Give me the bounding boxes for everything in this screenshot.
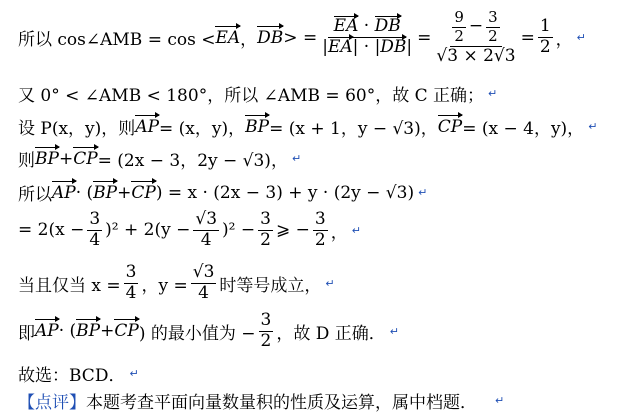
text: + xyxy=(100,321,115,342)
fraction-sqrt3-quarters xyxy=(193,211,219,250)
line-complete-square xyxy=(18,211,361,250)
return-mark-icon: ↵ xyxy=(129,367,139,380)
text: + xyxy=(58,148,74,169)
numerator: 3 xyxy=(260,209,271,229)
line-answer xyxy=(18,361,139,386)
text: 所以 cos∠AMB = cos < xyxy=(18,30,216,51)
denominator: 2 xyxy=(314,229,326,250)
text: 故选：BCD． xyxy=(18,366,126,386)
vector-bp: BP xyxy=(245,116,270,137)
fraction-three-quarters xyxy=(87,211,102,250)
return-mark-icon: ↵ xyxy=(576,31,586,45)
numerator: 3 xyxy=(488,8,498,26)
return-mark-icon: ↵ xyxy=(495,394,505,407)
return-mark-icon: ↵ xyxy=(588,120,598,133)
denominator: 4 xyxy=(125,282,137,303)
return-mark-icon: ↵ xyxy=(325,276,335,290)
return-mark-icon: ↵ xyxy=(389,324,399,338)
line-set-p xyxy=(18,114,597,139)
vector-bp: BP xyxy=(76,321,101,342)
denominator: 2 xyxy=(454,26,464,45)
vector-cp: CP xyxy=(131,182,156,203)
numerator: 3 xyxy=(89,209,101,229)
comment-tag: 【点评】 xyxy=(18,393,86,413)
denominator: 4 xyxy=(89,229,101,250)
comma: ， xyxy=(240,30,258,51)
vector-db: DB xyxy=(374,16,401,37)
line-minimum-value xyxy=(18,312,399,351)
text: )² − xyxy=(222,220,256,241)
text: 又 0° < ∠AMB < 180°，所以 ∠AMB = 60°，故 C 正确； xyxy=(18,86,485,106)
line-angle-range xyxy=(18,81,497,106)
text: ⩾ − xyxy=(275,220,310,241)
text: = (x，y)， xyxy=(159,119,246,139)
line-sum-bp-cp xyxy=(18,146,301,171)
text: = xyxy=(520,27,535,48)
numerator: 1 xyxy=(539,16,551,37)
vector-cp: CP xyxy=(437,116,463,137)
denominator: 4 xyxy=(200,229,212,250)
text: 所以 xyxy=(18,185,52,205)
numerator: √3 xyxy=(192,262,215,282)
text: ，y = xyxy=(141,275,188,296)
text: ， xyxy=(330,222,348,243)
line-dot-product xyxy=(18,180,427,205)
text: · ( xyxy=(58,321,77,342)
numerator: √3 xyxy=(195,209,218,229)
denominator: √3 × 2√3 xyxy=(436,45,516,66)
text: ) 的最小值为 − xyxy=(138,323,256,344)
text: = (2x − 3，2y − √3)， xyxy=(97,151,288,171)
vector-cp: CP xyxy=(114,321,139,342)
vector-ea: EA xyxy=(333,16,359,37)
text: 即 xyxy=(18,323,35,344)
fraction-three-halves xyxy=(259,312,274,351)
line-comment xyxy=(18,388,504,413)
vector-ap: AP xyxy=(135,116,160,137)
vector-ea: EA xyxy=(327,37,353,58)
text: = 2(x − xyxy=(18,220,85,241)
vector-cp: CP xyxy=(73,148,98,169)
text: 当且仅当 x = xyxy=(18,275,121,296)
vector-ap: AP xyxy=(35,321,59,342)
text: 设 P(x，y)，则 xyxy=(18,119,136,139)
fraction-nine-halves: $\frac{9}{2}$ − $\frac{3}{2}$ √3 × 2√3 xyxy=(436,8,516,66)
return-mark-icon: ↵ xyxy=(418,186,428,199)
line-equality-condition xyxy=(18,264,335,303)
vector-db: DB xyxy=(380,37,407,58)
return-mark-icon: ↵ xyxy=(488,87,498,100)
fraction-dot-over-norms: $\frac{EA \cdot DB}{|EA| \cdot |DB|}$ xyxy=(322,16,413,58)
text: ，故 D 正确． xyxy=(276,323,386,344)
numerator: 3 xyxy=(314,209,326,229)
denominator: 2 xyxy=(260,330,272,351)
fraction-one-half xyxy=(538,18,553,57)
vector-ea: EA xyxy=(215,27,241,48)
vector-bp: BP xyxy=(35,148,59,169)
text: = xyxy=(417,27,432,48)
denominator: 2 xyxy=(539,37,551,58)
text: 则 xyxy=(18,151,35,171)
numerator: 3 xyxy=(260,310,272,330)
fraction-sqrt3-quarters xyxy=(191,264,217,303)
text: > = xyxy=(283,27,318,48)
line-cos-angle xyxy=(18,10,586,65)
text: )² + 2(y − xyxy=(105,220,191,241)
fraction-three-halves xyxy=(313,211,328,250)
denominator: 2 xyxy=(488,26,498,45)
text: ) = x · (2x − 3) + y · (2y − √3) xyxy=(155,182,415,203)
text: = (x − 4，y)， xyxy=(462,119,585,139)
vector-ap: AP xyxy=(52,182,76,203)
numerator: 9 xyxy=(454,8,464,26)
denominator: 4 xyxy=(198,282,209,303)
vector-bp: BP xyxy=(93,182,118,203)
text: 本题考查平面向量数量积的性质及运算，属中档题． xyxy=(86,393,477,413)
text: ， xyxy=(555,30,573,51)
return-mark-icon: ↵ xyxy=(291,152,302,165)
text: + xyxy=(117,182,132,203)
fraction-three-quarters xyxy=(124,264,139,303)
denominator: 2 xyxy=(260,229,271,250)
text: = (x + 1，y − √3)， xyxy=(269,119,438,139)
text: 时等号成立， xyxy=(219,275,322,296)
numerator: 3 xyxy=(125,262,137,282)
text: · ( xyxy=(75,182,94,203)
fraction-three-halves xyxy=(258,211,273,250)
return-mark-icon: ↵ xyxy=(351,223,361,237)
vector-db: DB xyxy=(257,27,284,48)
